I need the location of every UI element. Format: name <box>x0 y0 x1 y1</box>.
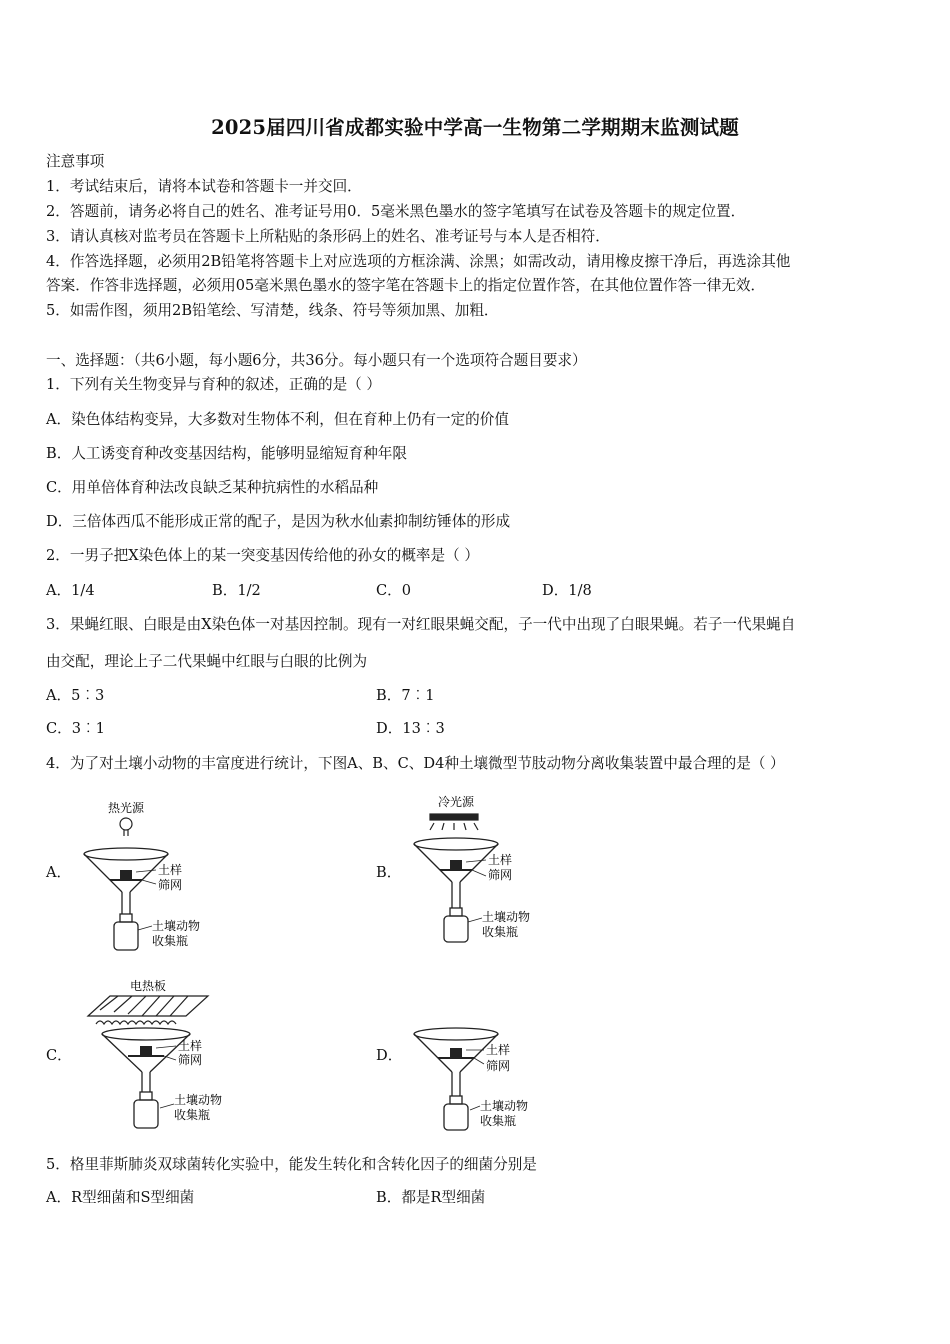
q5-stem: 5．格里菲斯肺炎双球菌转化实验中，能发生转化和含转化因子的细菌分别是 <box>46 1156 537 1173</box>
q5-option-a: A．R型细菌和S型细菌 <box>46 1189 195 1206</box>
heating-plate-icon <box>88 996 208 1024</box>
q1-option-a: A．染色体结构变异，大多数对生物体不利，但在育种上仍有一定的价值 <box>46 411 509 428</box>
sieve-label: 筛网 <box>488 868 513 882</box>
q3-stem-line2: 由交配，理论上子二代果蝇中红眼与白眼的比例为 <box>46 653 368 670</box>
bottle-label: 收集瓶 <box>174 1108 211 1122</box>
soil-label: 土样 <box>486 1043 511 1057</box>
q2-option-b: B．1/2 <box>212 582 261 599</box>
q1-option-d: D．三倍体西瓜不能形成正常的配子，是因为秋水仙素抑制纺锤体的形成 <box>46 513 511 530</box>
sieve-label: 筛网 <box>178 1053 203 1067</box>
soil-sample <box>450 860 462 870</box>
sieve-label: 筛网 <box>158 878 183 892</box>
animals-label: 土壤动物 <box>174 1093 223 1107</box>
notice-item: 2．答题前，请务必将自己的姓名、准考证号用0．5毫米黑色墨水的签字笔填写在试卷及答题卡的规定位置． <box>46 203 746 220</box>
notice-item: 答案．作答非选择题，必须用05毫米黑色墨水的签字笔在答题卡上的指定位置作答，在其他位置作答一律无效． <box>46 277 766 294</box>
soil-label: 土样 <box>178 1039 203 1053</box>
bulb-icon <box>120 818 132 836</box>
figure-d-apparatus <box>408 1018 578 1138</box>
cold-light-icon <box>430 814 478 830</box>
page-title: 2025届四川省成都实验中学高一生物第二学期期末监测试题 <box>211 116 739 139</box>
sieve-label: 筛网 <box>486 1059 511 1073</box>
q3-stem-line1: 3．果蝇红眼、白眼是由X染色体一对基因控制。现有一对红眼果蝇交配，子一代中出现了白眼果蝇。若子一代果蝇自 <box>46 616 796 633</box>
q4-option-b: B． <box>376 864 402 881</box>
animals-label: 土壤动物 <box>480 1099 529 1113</box>
hot-light-label: 热光源 <box>108 801 145 815</box>
q3-option-a: A．5︰3 <box>46 687 105 704</box>
q4-option-c: C． <box>46 1047 72 1064</box>
q2-option-d: D．1/8 <box>542 582 592 599</box>
bottle-label: 收集瓶 <box>480 1114 517 1128</box>
cold-light-label: 冷光源 <box>438 795 475 809</box>
figure-c-apparatus <box>80 974 260 1134</box>
bottle-label: 收集瓶 <box>152 934 189 948</box>
q5-option-b: B．都是R型细菌 <box>376 1189 486 1206</box>
figure-a-apparatus <box>80 796 250 956</box>
q3-option-b: B．7︰1 <box>376 687 435 704</box>
notice-item: 3．请认真核对监考员在答题卡上所粘贴的条形码上的姓名、准考证号与本人是否相符． <box>46 228 610 245</box>
q3-option-c: C．3︰1 <box>46 720 105 737</box>
soil-label: 土样 <box>158 863 183 877</box>
notice-item: 5．如需作图，须用2B铅笔绘、写清楚，线条、符号等须加黑、加粗． <box>46 302 499 319</box>
q4-stem: 4．为了对土壤小动物的丰富度进行统计，下图A、B、C、D4种土壤微型节肢动物分离收集装置中最合理的是（ ） <box>46 755 785 772</box>
soil-sample <box>120 870 132 879</box>
q2-option-a: A．1/4 <box>46 582 95 599</box>
q1-option-c: C．用单倍体育种法改良缺乏某种抗病性的水稻品种 <box>46 479 379 496</box>
notice-item: 1．考试结束后，请将本试卷和答题卡一并交回． <box>46 178 362 195</box>
q2-stem: 2．一男子把X染色体上的某一突变基因传给他的孙女的概率是（ ） <box>46 547 479 564</box>
q2-option-c: C．0 <box>376 582 412 599</box>
notice-item: 4．作答选择题，必须用2B铅笔将答题卡上对应选项的方框涂满、涂黑；如需改动，请用橡皮擦干净后，再选涂其他 <box>46 253 791 270</box>
q4-option-d: D． <box>376 1047 403 1064</box>
animals-label: 土壤动物 <box>482 910 531 924</box>
q3-option-d: D．13︰3 <box>376 720 445 737</box>
notice-heading: 注意事项 <box>46 153 105 170</box>
section-heading: 一、选择题：（共6小题，每小题6分，共36分。每小题只有一个选项符合题目要求） <box>46 352 587 369</box>
q4-option-a: A． <box>46 864 72 881</box>
q1-option-b: B．人工诱变育种改变基因结构，能够明显缩短育种年限 <box>46 445 407 462</box>
q1-stem: 1．下列有关生物变异与育种的叙述，正确的是（ ） <box>46 376 381 393</box>
soil-sample <box>140 1046 152 1056</box>
animals-label: 土壤动物 <box>152 919 201 933</box>
figure-b-apparatus <box>408 790 578 950</box>
soil-sample <box>450 1048 462 1058</box>
heater-label: 电热板 <box>130 979 167 993</box>
bottle-label: 收集瓶 <box>482 925 519 939</box>
soil-label: 土样 <box>488 853 513 867</box>
